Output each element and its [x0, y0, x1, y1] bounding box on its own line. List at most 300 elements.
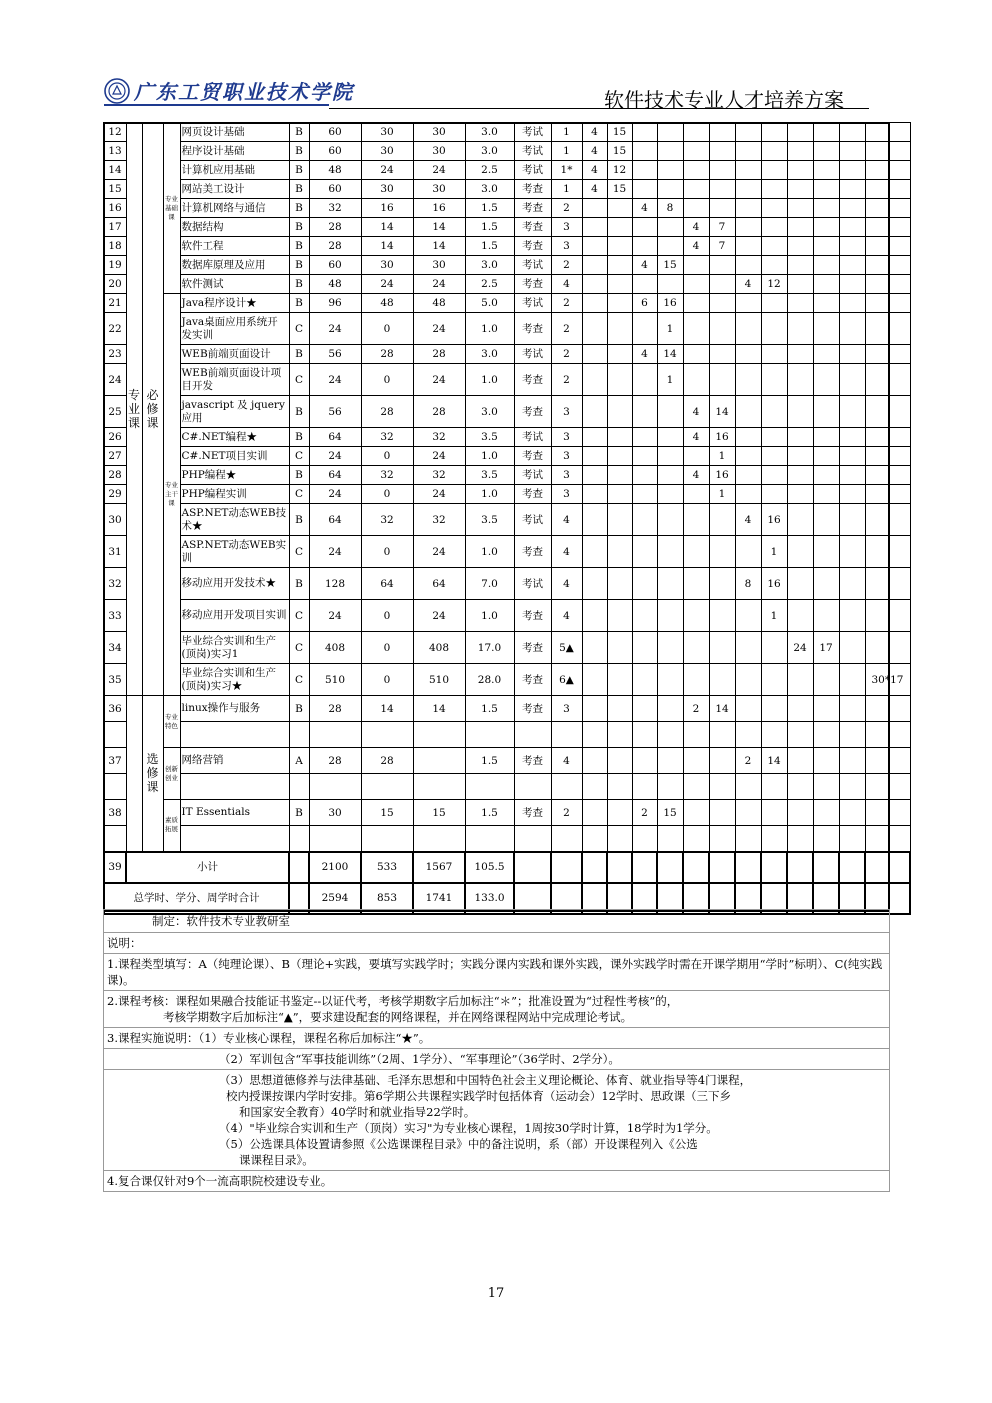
weekly-hours-cell — [657, 396, 683, 428]
empty-cell — [709, 722, 735, 748]
weekly-hours-cell — [787, 600, 813, 632]
weekly-hours-cell: 16 — [709, 466, 735, 485]
weekly-hours-cell: 16 — [709, 428, 735, 447]
weekly-hours-cell — [761, 800, 787, 826]
empty-cell — [683, 722, 709, 748]
empty-cell — [761, 774, 787, 800]
weekly-hours-cell — [735, 180, 761, 199]
total-hours: 510 — [309, 664, 361, 696]
weekly-hours-cell — [607, 748, 632, 774]
table-row — [104, 142, 910, 161]
weekly-hours-cell — [657, 536, 683, 568]
total-hours: 24 — [309, 313, 361, 345]
weekly-hours-cell — [657, 568, 683, 600]
course-type: B — [289, 428, 309, 447]
empty-cell — [865, 722, 910, 748]
theory-hours: 14 — [361, 218, 413, 237]
weekly-hours-cell — [632, 364, 657, 396]
subtotal-empty-cell — [632, 852, 657, 883]
subtotal-row — [104, 852, 910, 883]
weekly-hours-cell — [865, 345, 910, 364]
total-hours: 24 — [309, 364, 361, 396]
weekly-hours-cell — [865, 568, 910, 600]
practice-hours: 32 — [413, 466, 465, 485]
weekly-hours-cell — [607, 600, 632, 632]
weekly-hours-cell — [683, 632, 709, 664]
weekly-hours-cell — [607, 504, 632, 536]
weekly-hours-cell — [582, 313, 607, 345]
weekly-hours-cell — [632, 568, 657, 600]
weekly-hours-cell — [709, 180, 735, 199]
assessment: 考查 — [514, 199, 551, 218]
credits: 3.0 — [465, 256, 514, 275]
weekly-hours-cell — [813, 345, 839, 364]
weekly-hours-cell — [607, 237, 632, 256]
total-hours: 28 — [309, 696, 361, 722]
course-name: 网站美工设计 — [180, 180, 289, 199]
weekly-hours-cell — [683, 142, 709, 161]
weekly-hours-cell — [735, 199, 761, 218]
weekly-hours-cell — [839, 466, 865, 485]
weekly-hours-cell: 30*17 — [865, 664, 910, 696]
theory-hours: 0 — [361, 485, 413, 504]
table-row — [104, 364, 910, 396]
weekly-hours-cell — [865, 199, 910, 218]
practice-hours: 24 — [413, 275, 465, 294]
assessment: 考查 — [514, 632, 551, 664]
weekly-hours-cell: 4 — [582, 123, 607, 142]
weekly-hours-cell — [582, 364, 607, 396]
credits: 3.0 — [465, 396, 514, 428]
empty-cell — [761, 826, 787, 852]
credits: 1.0 — [465, 364, 514, 396]
empty-cell — [787, 826, 813, 852]
weekly-hours-cell — [607, 536, 632, 568]
weekly-hours-cell — [735, 536, 761, 568]
weekly-hours-cell — [735, 396, 761, 428]
practice-hours: 32 — [413, 504, 465, 536]
semester: 2 — [551, 800, 582, 826]
empty-cell — [514, 722, 551, 748]
empty-cell — [607, 774, 632, 800]
assessment: 考试 — [514, 568, 551, 600]
practice-hours: 24 — [413, 447, 465, 466]
empty-cell — [361, 774, 413, 800]
weekly-hours-cell — [632, 123, 657, 142]
course-number: 16 — [104, 199, 126, 218]
weekly-hours-cell — [813, 123, 839, 142]
table-row — [104, 447, 910, 466]
weekly-hours-cell — [607, 275, 632, 294]
weekly-hours-cell — [865, 180, 910, 199]
weekly-hours-cell — [582, 748, 607, 774]
weekly-hours-cell — [787, 294, 813, 313]
weekly-hours-cell — [839, 294, 865, 313]
subtotal-empty-cell — [551, 852, 582, 883]
weekly-hours-cell — [735, 237, 761, 256]
course-number: 30 — [104, 504, 126, 536]
weekly-hours-cell — [607, 696, 632, 722]
weekly-hours-cell — [865, 123, 910, 142]
empty-number-cell — [104, 826, 126, 852]
weekly-hours-cell — [632, 161, 657, 180]
weekly-hours-cell: 1 — [657, 364, 683, 396]
semester: 1 — [551, 180, 582, 199]
subtotal-empty-cell — [787, 852, 813, 883]
weekly-hours-cell — [683, 180, 709, 199]
course-name: ASP.NET动态WEB实训 — [180, 536, 289, 568]
weekly-hours-cell — [607, 256, 632, 275]
empty-cell — [465, 826, 514, 852]
school-name: 广东工贸职业技术学院 — [134, 80, 354, 104]
note-3-4: （4）"毕业综合实训和生产（顶岗）实习"为专业核心课程，1周按30学时计算，18学时为1学分。 — [219, 1121, 718, 1135]
course-type: B — [289, 237, 309, 256]
course-type: B — [289, 123, 309, 142]
practice-hours: 16 — [413, 199, 465, 218]
weekly-hours-cell — [582, 696, 607, 722]
table-row — [104, 123, 910, 142]
weekly-hours-cell: 4 — [683, 396, 709, 428]
note-3-3-line-3: 和国家安全教育）40学时和就业指导22学时。 — [239, 1105, 476, 1119]
weekly-hours-cell: 7 — [709, 237, 735, 256]
theory-hours: 0 — [361, 364, 413, 396]
practice-hours: 30 — [413, 256, 465, 275]
empty-cell — [582, 722, 607, 748]
course-type: C — [289, 364, 309, 396]
empty-cell — [813, 722, 839, 748]
weekly-hours-cell — [787, 466, 813, 485]
note-2 — [104, 990, 889, 1027]
practice-hours: 14 — [413, 237, 465, 256]
weekly-hours-cell — [657, 428, 683, 447]
weekly-hours-cell — [632, 632, 657, 664]
weekly-hours-cell — [582, 345, 607, 364]
weekly-hours-cell — [683, 748, 709, 774]
weekly-hours-cell — [607, 396, 632, 428]
weekly-hours-cell: 15 — [607, 123, 632, 142]
assessment: 考查 — [514, 396, 551, 428]
weekly-hours-cell — [582, 237, 607, 256]
weekly-hours-cell — [839, 199, 865, 218]
course-type: C — [289, 664, 309, 696]
table-row — [104, 256, 910, 275]
table-row — [104, 664, 910, 696]
table-row — [104, 180, 910, 199]
empty-cell — [787, 722, 813, 748]
course-type: B — [289, 396, 309, 428]
practice-hours: 30 — [413, 142, 465, 161]
weekly-hours-cell — [632, 748, 657, 774]
assessment: 考试 — [514, 123, 551, 142]
credits: 7.0 — [465, 568, 514, 600]
credits: 5.0 — [465, 294, 514, 313]
course-type: C — [289, 447, 309, 466]
weekly-hours-cell — [683, 313, 709, 345]
table-row — [104, 568, 910, 600]
weekly-hours-cell — [839, 142, 865, 161]
table-row — [104, 345, 910, 364]
practice-hours: 30 — [413, 180, 465, 199]
weekly-hours-cell: 16 — [761, 568, 787, 600]
practice-hours: 510 — [413, 664, 465, 696]
grand-total-theory: 853 — [361, 883, 413, 914]
semester: 4 — [551, 568, 582, 600]
school-logo-icon — [104, 78, 130, 104]
table-row — [104, 218, 910, 237]
course-type: A — [289, 748, 309, 774]
weekly-hours-cell — [683, 364, 709, 396]
weekly-hours-cell: 4 — [735, 275, 761, 294]
weekly-hours-cell — [657, 632, 683, 664]
weekly-hours-cell — [761, 466, 787, 485]
practice-hours — [413, 748, 465, 774]
table-row — [104, 632, 910, 664]
weekly-hours-cell — [839, 345, 865, 364]
major-category-cell: 专业课 — [126, 123, 142, 696]
semester: 4 — [551, 536, 582, 568]
table-row — [104, 396, 910, 428]
weekly-hours-cell — [683, 447, 709, 466]
semester: 3 — [551, 237, 582, 256]
empty-cell — [657, 722, 683, 748]
weekly-hours-cell — [683, 345, 709, 364]
course-type: B — [289, 800, 309, 826]
practice-hours: 64 — [413, 568, 465, 600]
weekly-hours-cell — [735, 294, 761, 313]
weekly-hours-cell — [813, 466, 839, 485]
course-name: C#.NET项目实训 — [180, 447, 289, 466]
empty-row — [104, 722, 910, 748]
weekly-hours-cell — [709, 313, 735, 345]
semester: 4 — [551, 748, 582, 774]
note-3-5-line-2: 课课程目录》。 — [239, 1153, 314, 1167]
weekly-hours-cell — [632, 313, 657, 345]
weekly-hours-cell — [813, 447, 839, 466]
weekly-hours-cell: 1 — [709, 485, 735, 504]
weekly-hours-cell — [787, 504, 813, 536]
weekly-hours-cell — [865, 466, 910, 485]
weekly-hours-cell — [865, 218, 910, 237]
course-name: 计算机应用基础 — [180, 161, 289, 180]
empty-cell — [683, 774, 709, 800]
course-type: B — [289, 180, 309, 199]
table-row — [104, 696, 910, 722]
theory-hours: 0 — [361, 313, 413, 345]
weekly-hours-cell — [657, 180, 683, 199]
course-number: 36 — [104, 696, 126, 722]
course-number: 23 — [104, 345, 126, 364]
weekly-hours-cell — [839, 600, 865, 632]
assessment: 考试 — [514, 142, 551, 161]
weekly-hours-cell — [632, 600, 657, 632]
practice-hours: 408 — [413, 632, 465, 664]
table-row — [104, 294, 910, 313]
total-hours: 56 — [309, 345, 361, 364]
total-hours: 64 — [309, 428, 361, 447]
weekly-hours-cell — [735, 800, 761, 826]
weekly-hours-cell — [761, 218, 787, 237]
weekly-hours-cell — [761, 161, 787, 180]
weekly-hours-cell — [657, 600, 683, 632]
course-number: 19 — [104, 256, 126, 275]
course-number: 38 — [104, 800, 126, 826]
semester: 2 — [551, 313, 582, 345]
weekly-hours-cell — [761, 199, 787, 218]
weekly-hours-cell — [607, 345, 632, 364]
weekly-hours-cell — [632, 466, 657, 485]
empty-cell — [735, 826, 761, 852]
weekly-hours-cell — [865, 294, 910, 313]
empty-cell — [309, 826, 361, 852]
weekly-hours-cell: 6 — [632, 294, 657, 313]
grand-total-credit: 133.0 — [465, 883, 514, 914]
weekly-hours-cell — [582, 466, 607, 485]
weekly-hours-cell — [582, 199, 607, 218]
course-number: 24 — [104, 364, 126, 396]
assessment: 考试 — [514, 428, 551, 447]
semester: 2 — [551, 256, 582, 275]
course-number: 21 — [104, 294, 126, 313]
weekly-hours-cell — [735, 313, 761, 345]
weekly-hours-cell — [761, 632, 787, 664]
semester: 3 — [551, 396, 582, 428]
subtotal-empty-cell — [865, 852, 910, 883]
weekly-hours-cell — [582, 294, 607, 313]
course-name: javascript 及 jquery应用 — [180, 396, 289, 428]
weekly-hours-cell — [787, 161, 813, 180]
course-name: Java桌面应用系统开发实训 — [180, 313, 289, 345]
page-header — [100, 72, 890, 112]
weekly-hours-cell — [709, 294, 735, 313]
semester: 6▲ — [551, 664, 582, 696]
credits: 3.0 — [465, 180, 514, 199]
weekly-hours-cell — [709, 664, 735, 696]
weekly-hours-cell — [735, 664, 761, 696]
weekly-hours-cell: 4 — [735, 504, 761, 536]
semester: 2 — [551, 364, 582, 396]
weekly-hours-cell — [632, 536, 657, 568]
weekly-hours-cell — [632, 447, 657, 466]
weekly-hours-cell — [607, 485, 632, 504]
semester: 2 — [551, 294, 582, 313]
empty-cell — [657, 774, 683, 800]
total-hours: 24 — [309, 536, 361, 568]
weekly-hours-cell — [632, 142, 657, 161]
notes-title: 说明： — [104, 932, 889, 953]
empty-cell — [813, 774, 839, 800]
weekly-hours-cell — [735, 345, 761, 364]
total-hours: 32 — [309, 199, 361, 218]
weekly-hours-cell — [735, 447, 761, 466]
weekly-hours-cell — [761, 396, 787, 428]
empty-number-cell — [104, 722, 126, 748]
weekly-hours-cell: 14 — [709, 696, 735, 722]
credits: 28.0 — [465, 664, 514, 696]
weekly-hours-cell — [683, 664, 709, 696]
weekly-hours-cell: 1 — [657, 313, 683, 345]
weekly-hours-cell — [787, 748, 813, 774]
weekly-hours-cell — [813, 313, 839, 345]
weekly-hours-cell — [839, 364, 865, 396]
empty-cell — [582, 826, 607, 852]
weekly-hours-cell — [735, 466, 761, 485]
empty-cell — [180, 722, 289, 748]
note-3: 3.课程实施说明：（1）专业核心课程，课程名称后加标注“★”。 — [104, 1027, 889, 1048]
total-hours: 56 — [309, 396, 361, 428]
weekly-hours-cell — [839, 632, 865, 664]
weekly-hours-cell — [683, 504, 709, 536]
credits: 3.5 — [465, 504, 514, 536]
credits: 2.5 — [465, 161, 514, 180]
weekly-hours-cell: 4 — [632, 256, 657, 275]
course-number: 22 — [104, 313, 126, 345]
weekly-hours-cell — [813, 568, 839, 600]
weekly-hours-cell — [761, 485, 787, 504]
empty-cell — [465, 774, 514, 800]
page-number: 17 — [487, 1286, 505, 1301]
course-name: 网络营销 — [180, 748, 289, 774]
total-hours: 30 — [309, 800, 361, 826]
weekly-hours-cell — [813, 364, 839, 396]
course-type: B — [289, 696, 309, 722]
total-hours: 64 — [309, 504, 361, 536]
weekly-hours-cell — [761, 313, 787, 345]
weekly-hours-cell — [839, 237, 865, 256]
course-name: C#.NET编程★ — [180, 428, 289, 447]
semester: 3 — [551, 447, 582, 466]
credits: 1.5 — [465, 199, 514, 218]
weekly-hours-cell: 14 — [761, 748, 787, 774]
weekly-hours-cell — [582, 536, 607, 568]
total-hours: 60 — [309, 180, 361, 199]
weekly-hours-cell — [607, 199, 632, 218]
course-number: 32 — [104, 568, 126, 600]
assessment: 考查 — [514, 364, 551, 396]
course-number: 14 — [104, 161, 126, 180]
assessment: 考查 — [514, 748, 551, 774]
course-name: 数据结构 — [180, 218, 289, 237]
course-name: 程序设计基础 — [180, 142, 289, 161]
weekly-hours-cell — [735, 142, 761, 161]
subtotal-empty-cell — [735, 852, 761, 883]
weekly-hours-cell: 4 — [683, 218, 709, 237]
assessment: 考查 — [514, 485, 551, 504]
weekly-hours-cell — [735, 600, 761, 632]
weekly-hours-cell — [582, 504, 607, 536]
weekly-hours-cell — [839, 664, 865, 696]
weekly-hours-cell — [607, 447, 632, 466]
course-type: B — [289, 504, 309, 536]
weekly-hours-cell — [632, 664, 657, 696]
credits: 1.5 — [465, 748, 514, 774]
weekly-hours-cell — [607, 294, 632, 313]
practice-hours: 24 — [413, 536, 465, 568]
assessment: 考查 — [514, 600, 551, 632]
credits: 3.5 — [465, 466, 514, 485]
weekly-hours-cell — [787, 536, 813, 568]
assessment: 考试 — [514, 256, 551, 275]
weekly-hours-cell — [683, 123, 709, 142]
notes-section — [103, 909, 890, 1192]
weekly-hours-cell — [865, 600, 910, 632]
course-number: 34 — [104, 632, 126, 664]
semester: 1 — [551, 142, 582, 161]
weekly-hours-cell — [813, 428, 839, 447]
weekly-hours-cell — [683, 485, 709, 504]
weekly-hours-cell — [607, 364, 632, 396]
empty-cell — [839, 826, 865, 852]
theory-hours: 48 — [361, 294, 413, 313]
